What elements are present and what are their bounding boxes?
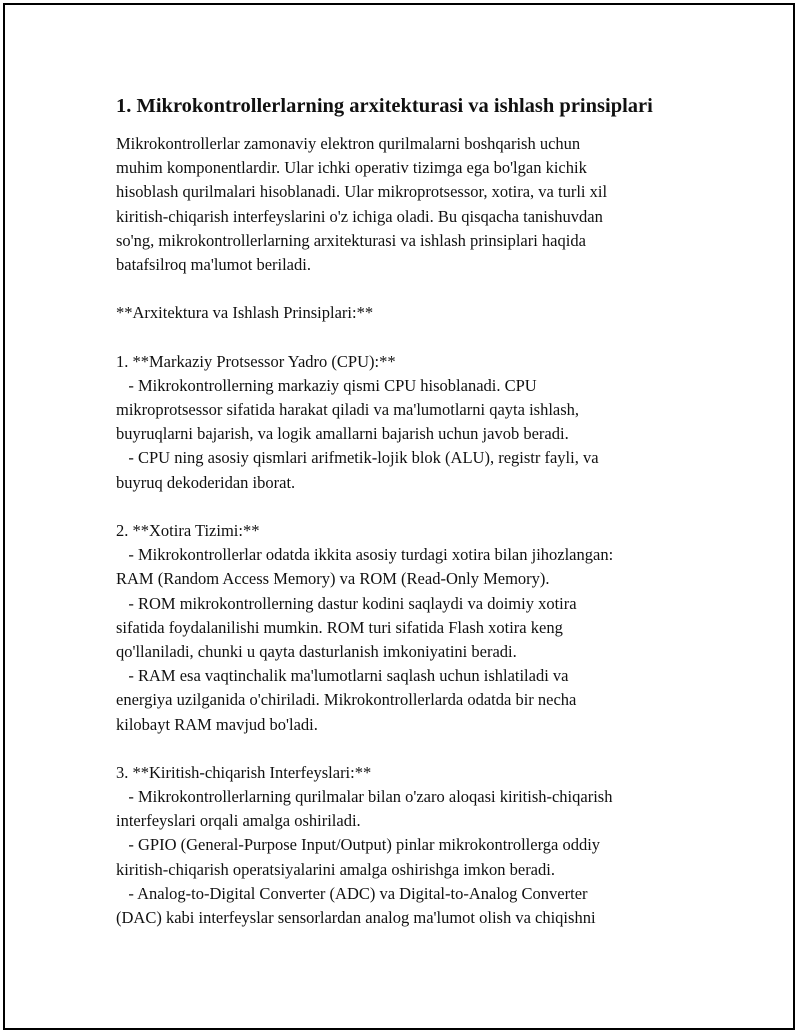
text-line: muhim komponentlardir. Ular ichki operativ tizimga ega bo'lgan kichik <box>116 158 587 178</box>
text-line: qo'llaniladi, chunki u qayta dasturlanish imkoniyatini beradi. <box>116 641 517 661</box>
blank-line <box>116 326 696 350</box>
text-line: - GPIO (General-Purpose Input/Output) pinlar mikrokontrollerga oddiy <box>116 835 601 855</box>
text-line: 2. **Xotira Tizimi:** <box>116 521 260 540</box>
text-line: **Arxitektura va Ishlash Prinsiplari:** <box>116 303 374 323</box>
document-text <box>116 132 696 930</box>
text-line: - Mikrokontrollerning markaziy qismi CPU hisoblanadi. CPU <box>116 375 537 395</box>
text-line: kilobayt RAM mavjud bo'ladi. <box>116 714 318 734</box>
text-line: - ROM mikrokontrollerning dastur kodini saqlaydi va doimiy xotira <box>116 593 577 613</box>
blank-line <box>116 495 696 519</box>
text-line: 3. **Kiritish-chiqarish Interfeyslari:** <box>116 762 372 782</box>
text-line: mikroprotsessor sifatida harakat qiladi va ma'lumotlarni qayta ishlash, <box>116 400 580 420</box>
text-line: interfeyslari orqali amalga oshiriladi. <box>116 811 361 831</box>
text-line: energiya uzilganida o'chiriladi. Mikrokontrollerlarda odatda bir necha <box>116 690 577 710</box>
text-line: kiritish-chiqarish interfeyslarini o'z ichiga oladi. Bu qisqacha tanishuvdan <box>116 206 603 226</box>
text-line: kiritish-chiqarish operatsiyalarini amalga oshirishga imkon beradi. <box>116 859 555 879</box>
text-line: RAM (Random Access Memory) va ROM (Read-Only Memory). <box>116 569 550 589</box>
text-line: buyruqlarni bajarish, va logik amallarni bajarish uchun javob beradi. <box>116 424 569 444</box>
text-line: - Mikrokontrollerlar odatda ikkita asosiy turdagi xotira bilan jihozlangan: <box>116 545 614 565</box>
text-line: sifatida foydalanilishi mumkin. ROM turi sifatida Flash xotira keng <box>116 617 563 637</box>
blank-line <box>116 277 696 301</box>
blank-line <box>116 737 696 761</box>
text-line: - RAM esa vaqtinchalik ma'lumotlarni saqlash uchun ishlatiladi va <box>116 666 569 686</box>
text-line: - Analog-to-Digital Converter (ADC) va Digital-to-Analog Converter <box>116 883 588 903</box>
text-line: - Mikrokontrollerlarning qurilmalar bilan o'zaro aloqasi kiritish-chiqarish <box>116 787 613 807</box>
text-line: 1. **Markaziy Protsessor Yadro (CPU):** <box>116 351 396 371</box>
text-line: (DAC) kabi interfeyslar sensorlardan analog ma'lumot olish va chiqishni <box>116 908 596 927</box>
text-line: hisoblash qurilmalari hisoblanadi. Ular mikroprotsessor, xotira, va turli xil <box>116 182 608 202</box>
text-line: Mikrokontrollerlar zamonaviy elektron qurilmalarni boshqarish uchun <box>116 134 581 153</box>
document-title: 1. Mikrokontrollerlarning arxitekturasi va ishlash prinsiplari <box>116 95 653 117</box>
text-line: batafsilroq ma'lumot beriladi. <box>116 254 311 274</box>
text-line: - CPU ning asosiy qismlari arifmetik-lojik blok (ALU), registr fayli, va <box>116 448 599 468</box>
text-line: so'ng, mikrokontrollerlarning arxitekturasi va ishlash prinsiplari haqida <box>116 230 586 250</box>
document-body <box>116 92 696 930</box>
text-line: buyruq dekoderidan iborat. <box>116 472 296 492</box>
